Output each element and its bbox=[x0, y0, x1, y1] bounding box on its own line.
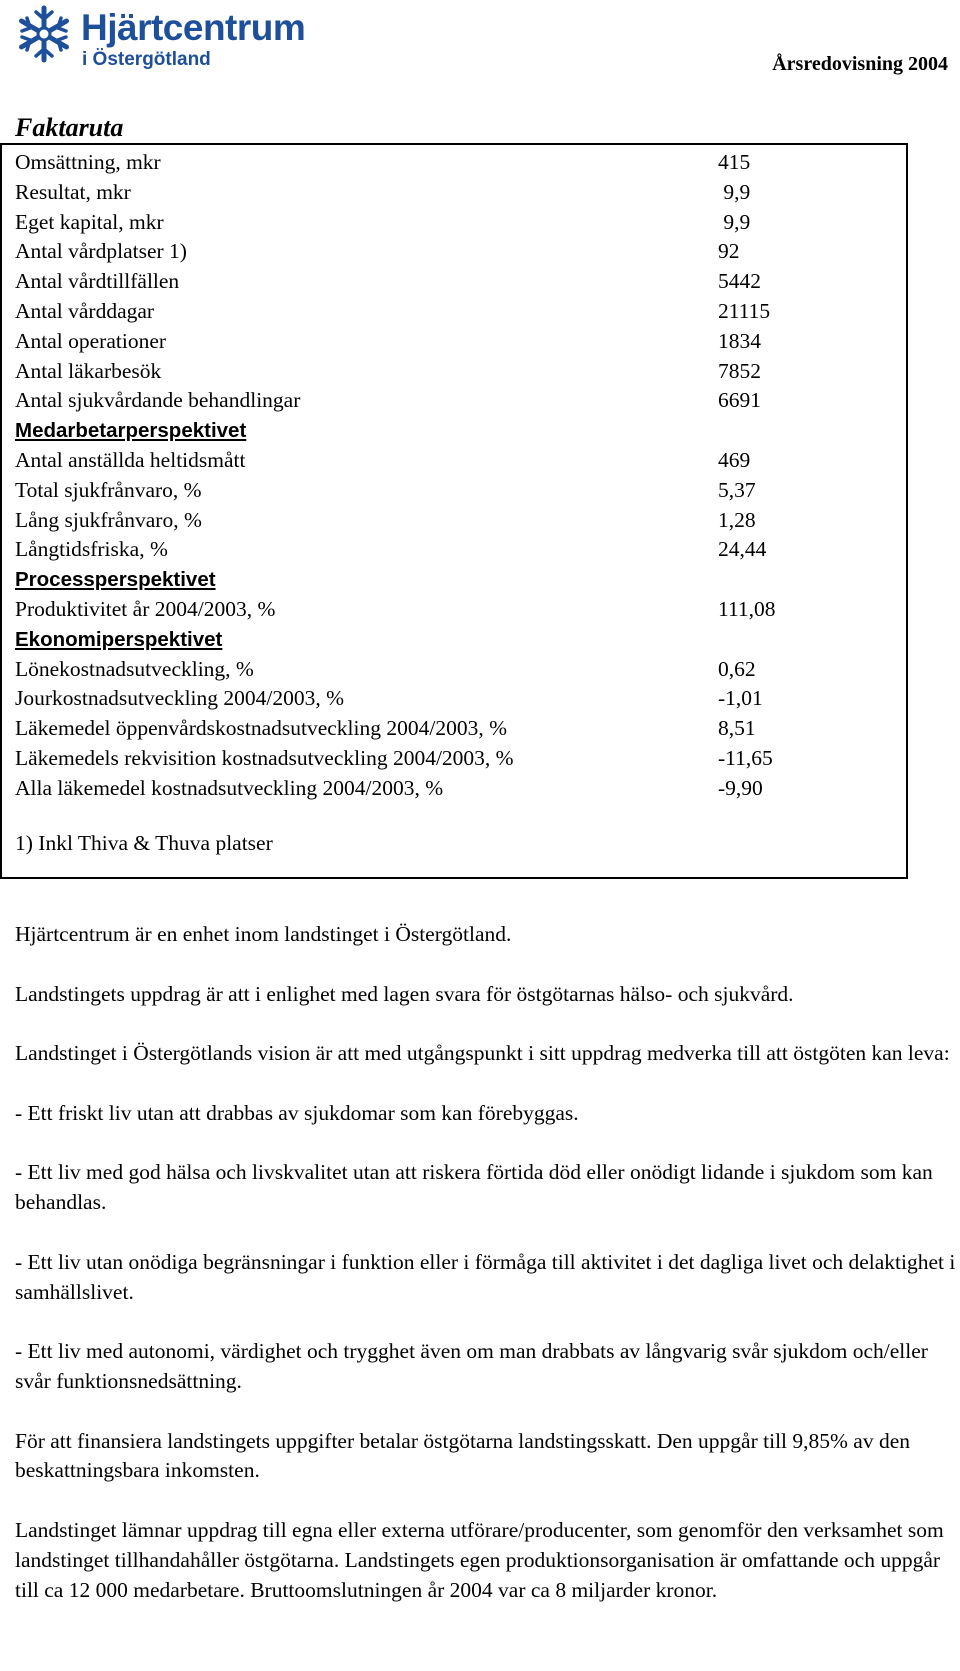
fact-box-footnote: 1) Inkl Thiva & Thuva platser bbox=[15, 831, 273, 855]
fact-value: 6691 bbox=[718, 388, 761, 413]
fact-row bbox=[15, 386, 906, 416]
fact-value: 415 bbox=[718, 150, 751, 174]
body-text bbox=[15, 920, 960, 1635]
body-paragraph: - Ett liv utan onödiga begränsningar i funktion eller i förmåga till aktivitet i det dagliga livet och delaktighet i samhällslivet. bbox=[15, 1249, 956, 1304]
fact-row bbox=[15, 297, 906, 327]
fact-row bbox=[15, 774, 906, 804]
fact-label: Resultat, mkr bbox=[15, 179, 131, 204]
section-heading bbox=[15, 625, 906, 655]
fact-value: 5,37 bbox=[718, 477, 756, 502]
fact-label: Antal läkarbesök bbox=[15, 358, 162, 383]
report-title: Årsredovisning 2004 bbox=[772, 53, 948, 75]
fact-label: Produktivitet år 2004/2003, % bbox=[15, 596, 276, 621]
fact-value: 5442 bbox=[718, 269, 761, 294]
fact-value: -1,01 bbox=[718, 686, 763, 711]
body-paragraph: Landstinget lämnar uppdrag till egna eller externa utförare/producenter, som genomför den verksamhet som landstinget tillhandahåller östgötarna. Landstingets egen produktionsorganisation är omfattande och uppgår till ca 12 000 medarbetare. Bruttoomslutningen år 2004 var ca 8 miljarder kronor. bbox=[15, 1517, 944, 1602]
fact-label: Eget kapital, mkr bbox=[15, 209, 164, 234]
fact-value: 24,44 bbox=[718, 537, 767, 562]
fact-row bbox=[15, 446, 906, 476]
body-paragraph: För att finansiera landstingets uppgifter betalar östgötarna landstingsskatt. Den uppgår till 9,85% av den beskattningsbara inkomsten. bbox=[15, 1428, 911, 1483]
fact-row bbox=[15, 535, 906, 565]
fact-label: Antal operationer bbox=[15, 328, 167, 353]
section-heading bbox=[15, 416, 906, 446]
fact-value: -11,65 bbox=[718, 745, 773, 770]
fact-label: Jourkostnadsutveckling 2004/2003, % bbox=[15, 686, 345, 711]
logo-name: Hjärtcentrum bbox=[81, 7, 306, 48]
fact-value: 1,28 bbox=[718, 507, 756, 532]
fact-label: Antal anställda heltidsmått bbox=[15, 447, 246, 472]
body-paragraph: - Ett liv med autonomi, värdighet och trygghet även om man drabbats av långvarig svår sjukdom och/eller svår funktionsnedsättning. bbox=[15, 1339, 928, 1393]
fact-label: Antal vårdplatser 1) bbox=[15, 239, 187, 264]
fact-value: -9,90 bbox=[718, 775, 763, 800]
fact-value: 92 bbox=[718, 239, 740, 264]
fact-row bbox=[15, 237, 906, 267]
section-heading-label: Medarbetarperspektivet bbox=[15, 419, 247, 443]
body-paragraph: Landstingets uppdrag är att i enlighet med lagen svara för östgötarnas hälso- och sjukvård. bbox=[15, 981, 794, 1006]
fact-value: 0,62 bbox=[718, 656, 756, 681]
fact-row bbox=[15, 684, 906, 714]
fact-row bbox=[15, 357, 906, 387]
fact-row bbox=[15, 476, 906, 506]
fact-box-heading: Faktaruta bbox=[15, 113, 124, 142]
section-heading-label: Processperspektivet bbox=[15, 568, 216, 592]
fact-value: 469 bbox=[718, 447, 751, 472]
fact-row bbox=[15, 714, 906, 744]
fact-row bbox=[15, 327, 906, 357]
fact-row bbox=[15, 178, 906, 208]
fact-value: 9,9 bbox=[718, 179, 751, 204]
fact-label: Omsättning, mkr bbox=[15, 150, 161, 174]
fact-label: Alla läkemedel kostnadsutveckling 2004/2003, % bbox=[15, 775, 444, 800]
section-heading-label: Ekonomiperspektivet bbox=[15, 627, 223, 651]
fact-rows bbox=[15, 148, 906, 804]
fact-box bbox=[0, 143, 908, 879]
fact-label: Total sjukfrånvaro, % bbox=[15, 477, 202, 502]
fact-label: Läkemedels rekvisition kostnadsutveckling 2004/2003, % bbox=[15, 745, 514, 770]
section-heading bbox=[15, 565, 906, 595]
logo-subtitle: i Östergötland bbox=[82, 49, 211, 70]
fact-value: 21115 bbox=[718, 298, 771, 323]
body-paragraph: - Ett friskt liv utan att drabbas av sjukdomar som kan förebyggas. bbox=[15, 1100, 579, 1125]
body-paragraph: - Ett liv med god hälsa och livskvalitet utan att riskera förtida död eller onödigt lidande i sjukdom som kan behandlas. bbox=[15, 1160, 933, 1215]
fact-row bbox=[15, 506, 906, 536]
fact-label: Läkemedel öppenvårdskostnadsutveckling 2004/2003, % bbox=[15, 716, 508, 741]
fact-row bbox=[15, 595, 906, 625]
fact-value: 111,08 bbox=[718, 596, 776, 621]
fact-row bbox=[15, 655, 906, 685]
body-paragraph: Hjärtcentrum är en enhet inom landstinget i Östergötland. bbox=[15, 922, 512, 946]
fact-value: 1834 bbox=[718, 328, 761, 353]
fact-label: Antal vårdtillfällen bbox=[15, 269, 180, 294]
fact-label: Långtidsfriska, % bbox=[15, 537, 168, 562]
fact-label: Antal sjukvårdande behandlingar bbox=[15, 388, 301, 413]
fact-label: Lång sjukfrånvaro, % bbox=[15, 507, 202, 532]
fact-row bbox=[15, 208, 906, 238]
fact-row bbox=[15, 148, 906, 178]
fact-value: 8,51 bbox=[718, 716, 756, 741]
fact-row bbox=[15, 267, 906, 297]
snowflake-logo-icon bbox=[14, 4, 74, 64]
fact-value: 9,9 bbox=[718, 209, 751, 234]
fact-label: Antal vårddagar bbox=[15, 298, 155, 323]
fact-value: 7852 bbox=[718, 358, 761, 383]
fact-row bbox=[15, 744, 906, 774]
body-paragraph: Landstinget i Östergötlands vision är att med utgångspunkt i sitt uppdrag medverka till att östgöten kan leva: bbox=[15, 1041, 950, 1066]
fact-label: Lönekostnadsutveckling, % bbox=[15, 656, 254, 681]
